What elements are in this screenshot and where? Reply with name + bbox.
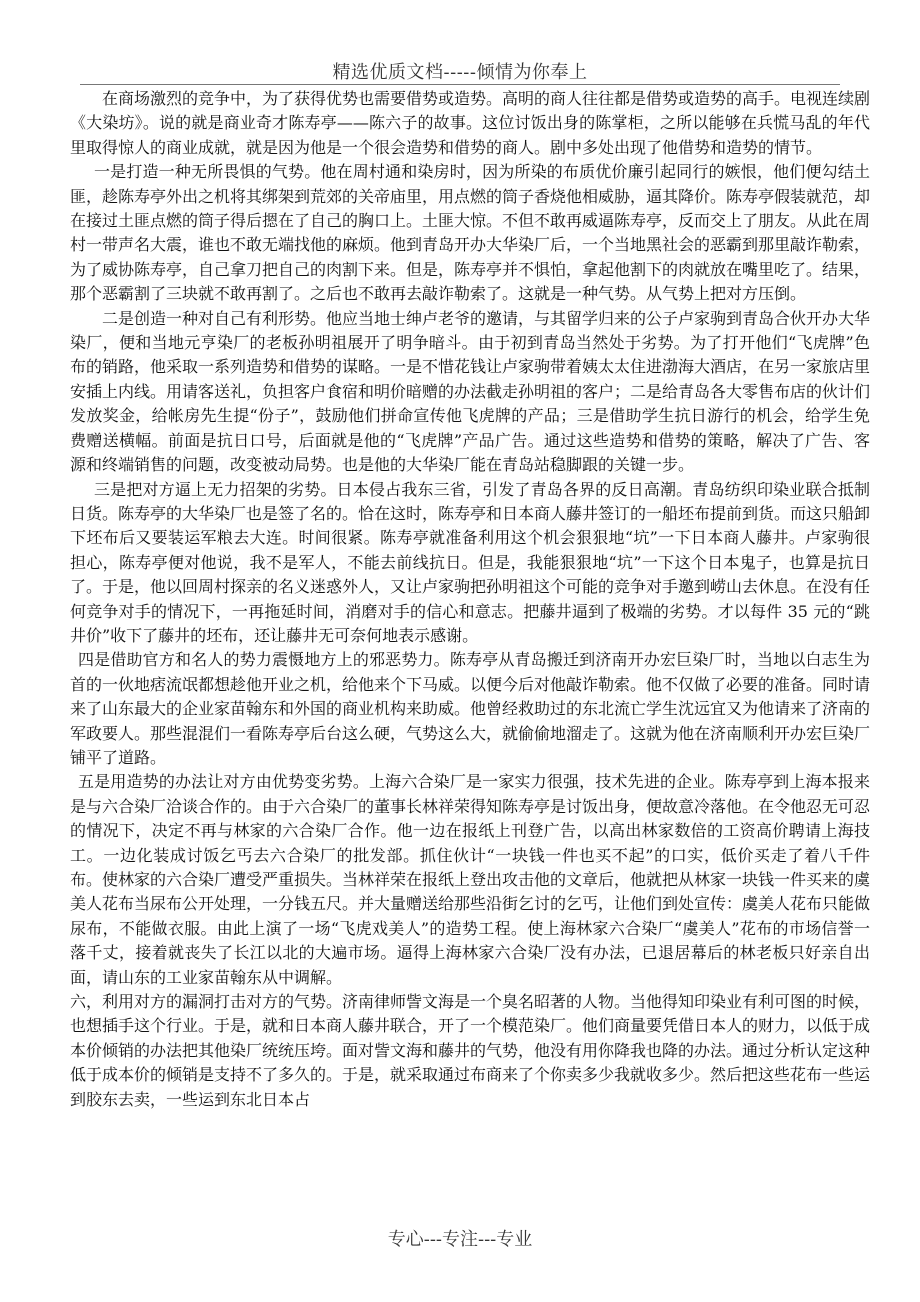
paragraph-6: 六，利用对方的漏洞打击对方的气势。济南律师訾文海是一个臭名昭著的人物。当他得知印染业有利可图的时候，也想插手这个行业。于是，就和日本商人藤井联合，开了一个模范染厂。他们商量要凭借日本人的财力，以低于成本价倾销的办法把其他染厂统统压垮。面对訾文海和藤井的气势，他没有用你降我也降的办法。通过分析认定这种低于成本价的倾销是支持不了多久的。于是，就采取通过布商来了个你卖多少我就收多少。然后把这些花布一些运到胶东去卖，一些运到东北日本占 bbox=[70, 992, 871, 1109]
paragraph-2: 二是创造一种对自己有利形势。他应当地士绅卢老爷的邀请，与其留学归来的公子卢家驹到青岛合伙开办大华染厂，便和当地元亨染厂的老板孙明祖展开了明争暗斗。由于初到青岛当然处于劣势。为了打开他们“飞虎牌”色布的销路，他采取一系列造势和借势的谋略。一是不惜花钱让卢家驹带着姨太太住进渤海大酒店，在另一家旅店里安插上内线。用请客送礼，负担客户食宿和明价暗赠的办法截走孙明祖的客户；二是给青岛各大零售布店的伙计们发放奖金，给帐房先生提“份子”，鼓励他们拼命宣传他飞虎牌的产品；三是借助学生抗日游行的机会，给学生免费赠送横幅。前面是抗日口号，后面就是他的“飞虎牌”产品广告。通过这些造势和借势的策略，解决了广告、客源和终端销售的问题，改变被动局势。也是他的大华染厂能在青岛站稳脚跟的关键一步。 bbox=[70, 308, 871, 475]
paragraph-1: 一是打造一种无所畏惧的气势。他在周村通和染房时，因为所染的布质优价廉引起同行的嫉恨，他们便勾结土匪，趁陈寿亭外出之机将其绑架到荒郊的关帝庙里，用点燃的筒子香烧他相威胁，逼其降价。陈寿亭假装就范，却在接过土匪点燃的筒子得后摁在了自己的胸口上。土匪大惊。不但不敢再威逼陈寿亭，反而交上了朋友。从此在周村一带声名大震，谁也不敢无端找他的麻烦。他到青岛开办大华染厂后，一个当地黑社会的恶霸到那里敲诈勒索，为了威协陈寿亭，自己拿刀把自己的肉割下来。但是，陈寿亭并不惧怕，拿起他割下的肉就放在嘴里吃了。结果，那个恶霸割了三块就不敢再割了。之后也不敢再去敲诈勒索了。这就是一种气势。从气势上把对方压倒。 bbox=[70, 162, 871, 304]
paragraph-4: 四是借助官方和名人的势力震慑地方上的邪恶势力。陈寿亭从青岛搬迁到济南开办宏巨染厂时，当地以白志生为首的一伙地痞流氓都想趁他开业之机，给他来个下马威。以便今后对他敲诈勒索。他不仅做了必要的准备。同时请来了山东最大的企业家苗翰东和外国的商业机构来助威。他曾经救助过的东北流亡学生沈远宜又为他请来了济南的军政要人。那些混混们一看陈寿亭后台这么硬，气势这么大，就偷偷地溜走了。这就为他在济南顺利开办宏巨染厂铺平了道路。 bbox=[70, 650, 871, 767]
page-footer: 专心---专注---专业 bbox=[387, 1229, 533, 1250]
paragraph-intro: 在商场激烈的竞争中，为了获得优势也需要借势或造势。高明的商人往往都是借势或造势的高手。电视连续剧《大染坊》。说的就是商业奇才陈寿亭——陈六子的故事。这位讨饭出身的陈掌柜，之所以能够在兵慌马乱的年代里取得惊人的商业成就，就是因为他是一个很会造势和借势的商人。剧中多处出现了他借势和造势的情节。 bbox=[70, 89, 871, 157]
header-divider bbox=[80, 84, 840, 85]
paragraph-3: 三是把对方逼上无力招架的劣势。日本侵占我东三省，引发了青岛各界的反日高潮。青岛纺织印染业联合抵制日货。陈寿亭的大华染厂也是签了名的。恰在这时，陈寿亭和日本商人藤井签订的一船坯布提前到货。而这只船卸下坯布后又要装运军粮去大连。时间很紧。陈寿亭就准备利用这个机会狠狠地“坑”一下日本商人藤井。卢家驹很担心，陈寿亭便对他说，我不是军人，不能去前线抗日。但是，我能狠狠地“坑”一下这个日本鬼子，也算是抗日了。于是，他以回周村探亲的名义迷惑外人，又让卢家驹把孙明祖这个可能的竞争对手邀到崂山去休息。在没有任何竞争对手的情况下，一再拖延时间，消磨对手的信心和意志。把藤井逼到了极端的劣势。才以每件 35 元的“跳井价”收下了藤井的坯布，还让藤井无可奈何地表示感谢。 bbox=[70, 479, 871, 645]
page-header: 精选优质文档-----倾情为你奉上 bbox=[332, 62, 588, 83]
paragraph-5: 五是用造势的办法让对方由优势变劣势。上海六合染厂是一家实力很强，技术先进的企业。陈寿亭到上海本报来是与六合染厂洽谈合作的。由于六合染厂的董事长林祥荣得知陈寿亭是讨饭出身，便故意冷落他。在令他忍无可忍的情况下，决定不再与林家的六合染厂合作。他一边在报纸上刊登广告，以高出林家数倍的工资高价聘请上海技工。一边化装成讨饭乞丐去六合染厂的批发部。抓住伙计“一块钱一件也买不起”的口实，低价买走了着八千件布。使林家的六合染厂遭受严重损失。当林祥荣在报纸上登出攻击他的文章后，他就把从林家一块钱一件买来的虞美人花布当尿布公开处理，一分钱五尺。并大量赠送给那些沿街乞讨的乞丐，让他们到处宣传：虞美人花布只能做尿布，不能做衣服。由此上演了一场“飞虎戏美人”的造势工程。使上海林家六合染厂“虞美人”花布的市场信誉一落千丈，接着就丧失了长江以北的大遍市场。逼得上海林家六合染厂没有办法，已退居幕后的林老板只好亲自出面，请山东的工业家苗翰东从中调解。 bbox=[70, 772, 871, 987]
document-body bbox=[70, 87, 870, 1112]
